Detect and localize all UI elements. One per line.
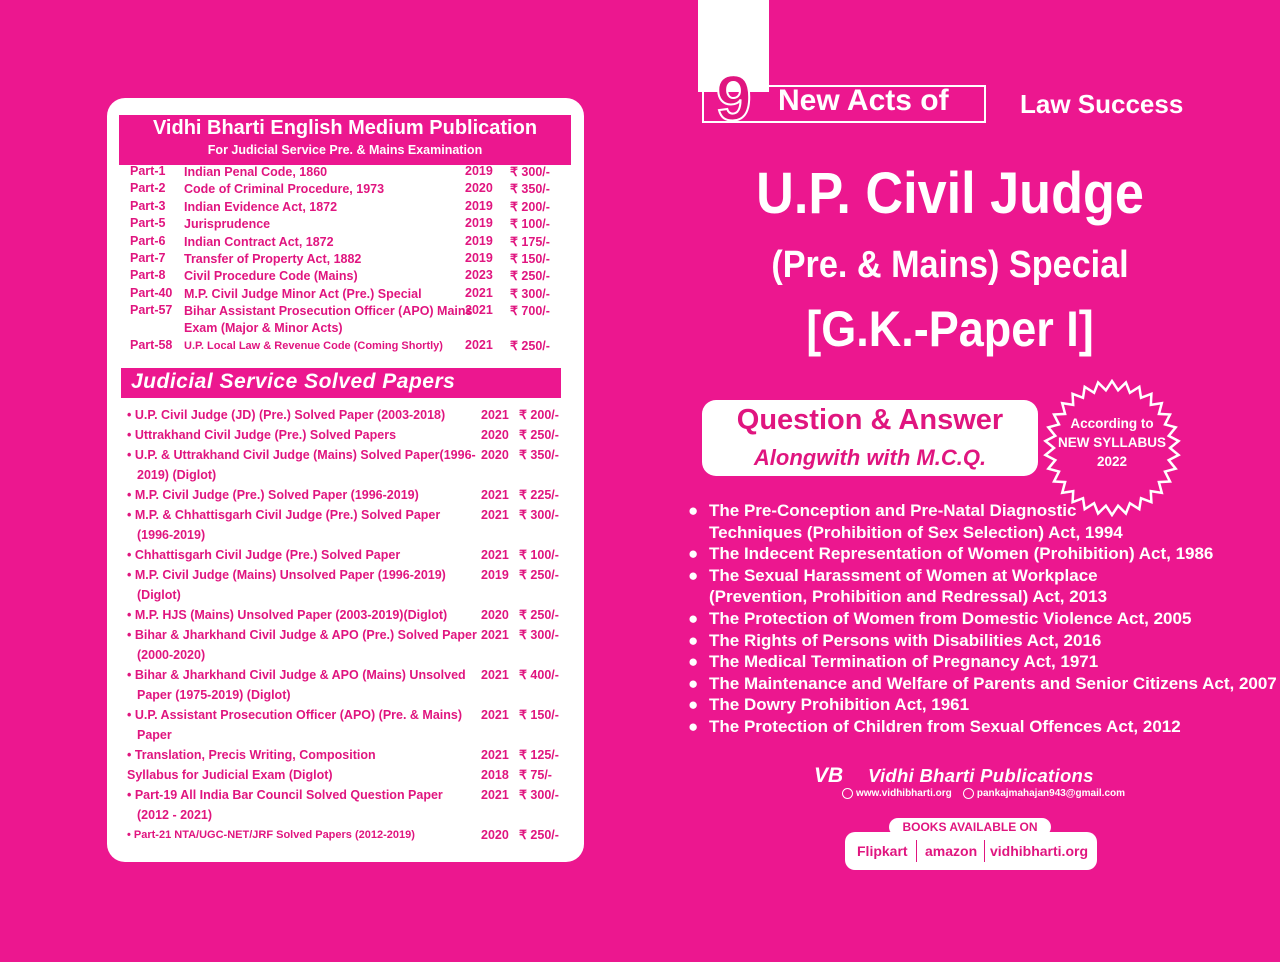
act-item (688, 716, 1277, 738)
part-code: Part-58 (130, 338, 173, 353)
part-item (130, 303, 560, 338)
paper-title-2: Syllabus for Judicial Exam (Diglot) (127, 768, 333, 782)
bullet-icon: ● (688, 652, 699, 672)
acts-count: 9 (716, 62, 752, 134)
paper-year: 2019 (481, 568, 509, 582)
part-year: 2021 (465, 285, 493, 300)
store-flipkart[interactable]: Flipkart (857, 843, 908, 859)
qa-subtitle: Alongwith with M.C.Q. (753, 445, 987, 470)
email-icon (963, 788, 974, 799)
act-text: The Protection of Children from Sexual Offences Act, 2012 (709, 716, 1181, 736)
act-text: (Prevention, Prohibition and Redressal) Act, 2013 (709, 587, 1108, 607)
part-code: Part-40 (130, 285, 173, 300)
papers-list (127, 405, 567, 845)
solved-papers-header (121, 368, 561, 398)
part-code: Part-7 (130, 250, 166, 265)
paper-title: • M.P. HJS (Mains) Unsolved Paper (2003-2019)(Diglot) (127, 608, 448, 622)
acts-label: New Acts of (778, 84, 949, 117)
part-item (130, 338, 560, 355)
bullet-icon: ● (688, 630, 699, 650)
bullet-icon: ● (688, 608, 699, 628)
part-code: Part-6 (130, 233, 166, 248)
solved-papers-title: Judicial Service Solved Papers (131, 370, 456, 393)
publication-subtitle: For Judicial Service Pre. & Mains Examination (207, 143, 483, 157)
part-year: 2019 (465, 233, 493, 248)
act-text: Techniques (Prohibition of Sex Selection) Act, 1994 (709, 522, 1123, 542)
paper-price: ₹ 250/- (519, 568, 559, 582)
act-item (688, 522, 1277, 544)
store-amazon[interactable]: amazon (925, 843, 978, 859)
part-title: Indian Penal Code, 1860 (184, 165, 328, 179)
part-title: U.P. Local Law & Revenue Code (Coming Shortly) (184, 340, 443, 353)
part-code: Part-8 (130, 268, 166, 283)
new-syllabus-badge-text (1043, 414, 1181, 471)
part-price: ₹ 175/- (510, 234, 550, 249)
paper-year: 2021 (481, 748, 509, 762)
paper-price: ₹ 250/- (519, 608, 559, 622)
paper-price: ₹ 125/- (519, 748, 559, 762)
part-year: 2019 (465, 164, 493, 178)
part-item (130, 234, 560, 251)
paper-title: • Bihar & Jharkhand Civil Judge & APO (Pre.) Solved Paper (2000-2020) (127, 628, 477, 662)
act-text: The Protection of Women from Domestic Violence Act, 2005 (709, 608, 1192, 628)
act-text: The Maintenance and Welfare of Parents and Senior Citizens Act, 2007 (709, 673, 1277, 693)
paper-year: 2020 (481, 448, 509, 462)
part-price: ₹ 300/- (510, 286, 550, 301)
bullet-icon: ● (688, 673, 699, 693)
part-item (130, 251, 560, 268)
store-divider (916, 840, 917, 862)
part-price: ₹ 150/- (510, 251, 550, 266)
part-title: Indian Evidence Act, 1872 (184, 199, 338, 214)
paper-item (127, 825, 567, 845)
paper-year: 2020 (481, 428, 509, 442)
paper-title: • M.P. Civil Judge (Mains) Unsolved Paper (1996-2019) (Diglot) (127, 568, 446, 602)
paper-title: [G.K.-Paper I] (806, 301, 1094, 357)
part-code: Part-3 (130, 198, 166, 213)
paper-title: • Chhattisgarh Civil Judge (Pre.) Solved Paper (127, 548, 401, 562)
paper-year: 2021 (481, 488, 509, 502)
paper-title: • Part-21 NTA/UGC-NET/JRF Solved Papers (2012-2019) (127, 829, 415, 841)
paper-title: • M.P. Civil Judge (Pre.) Solved Paper (1996-2019) (127, 488, 419, 502)
paper-item (127, 745, 567, 785)
paper-title: • Part-19 All India Bar Council Solved Question Paper (2012 - 2021) (127, 788, 443, 822)
paper-price: ₹ 350/- (519, 448, 559, 462)
part-price: ₹ 100/- (510, 217, 550, 232)
part-price: ₹ 300/- (510, 165, 550, 179)
email-link[interactable]: pankajmahajan943@gmail.com (976, 788, 1126, 800)
book-title: U.P. Civil Judge (756, 161, 1144, 226)
website-link[interactable]: www.vidhibharti.org (856, 788, 952, 800)
part-title: Jurisprudence (184, 217, 271, 232)
act-item (688, 630, 1277, 652)
part-title: Code of Criminal Procedure, 1973 (184, 182, 385, 197)
act-item (688, 673, 1277, 695)
act-item (688, 608, 1277, 630)
act-item (688, 694, 1277, 716)
part-title: Bihar Assistant Prosecution Officer (APO) Mains Exam (Major & Minor Acts) (184, 304, 473, 336)
paper-title: • Uttrakhand Civil Judge (Pre.) Solved Papers (127, 428, 397, 442)
back-cover-panel (107, 98, 584, 862)
store-divider (984, 840, 985, 862)
part-price: ₹ 350/- (510, 182, 550, 197)
part-item (130, 164, 560, 181)
paper-price: ₹ 250/- (519, 828, 559, 842)
contact-row (842, 788, 1125, 799)
act-item (688, 543, 1277, 565)
paper-price: ₹ 100/- (519, 548, 559, 562)
part-code: Part-2 (130, 181, 166, 196)
part-item (130, 216, 560, 233)
act-text: The Sexual Harassment of Women at Workplace (709, 565, 1098, 585)
act-item (688, 651, 1277, 673)
bullet-icon: ● (688, 565, 699, 585)
stores-box (845, 832, 1097, 870)
paper-title: • Bihar & Jharkhand Civil Judge & APO (Mains) Unsolved Paper (1975-2019) (Diglot) (127, 668, 466, 702)
publication-header (119, 115, 571, 165)
paper-item (127, 485, 567, 505)
paper-item (127, 405, 567, 425)
paper-title: • Translation, Precis Writing, Composition (127, 748, 376, 762)
part-year: 2020 (465, 181, 493, 196)
part-item (130, 268, 560, 285)
act-item (688, 500, 1277, 522)
paper-price: ₹ 300/- (519, 508, 559, 522)
paper-year: 2021 (481, 788, 509, 802)
paper-price-2: ₹ 75/- (519, 768, 552, 782)
paper-year: 2021 (481, 408, 509, 422)
part-title: Indian Contract Act, 1872 (184, 234, 334, 249)
act-text: The Rights of Persons with Disabilities Act, 2016 (709, 630, 1102, 650)
act-text: The Indecent Representation of Women (Prohibition) Act, 1986 (709, 544, 1214, 564)
paper-price: ₹ 150/- (519, 708, 559, 722)
paper-title: • M.P. & Chhattisgarh Civil Judge (Pre.) Solved Paper (1996-2019) (127, 508, 441, 542)
publisher-logo-icon: VB (814, 764, 844, 787)
paper-year: 2020 (481, 608, 509, 622)
paper-year: 2021 (481, 628, 509, 642)
part-title: Civil Procedure Code (Mains) (184, 269, 358, 284)
badge-line-2: NEW SYLLABUS (1058, 435, 1166, 450)
badge-line-3: 2022 (1096, 454, 1128, 469)
part-price: ₹ 200/- (510, 199, 550, 214)
globe-icon (842, 788, 853, 799)
act-item (688, 565, 1277, 587)
part-year: 2019 (465, 250, 493, 265)
paper-item (127, 425, 567, 445)
paper-year: 2021 (481, 708, 509, 722)
badge-line-1: According to (1070, 416, 1154, 431)
books-available-label: BOOKS AVAILABLE ON (889, 818, 1051, 836)
act-text: The Medical Termination of Pregnancy Act, 1971 (709, 652, 1099, 672)
qa-title: Question & Answer (736, 404, 1004, 436)
act-text: The Dowry Prohibition Act, 1961 (709, 695, 970, 715)
paper-item (127, 705, 567, 745)
act-item (688, 586, 1277, 608)
paper-price: ₹ 300/- (519, 628, 559, 642)
paper-price: ₹ 300/- (519, 788, 559, 802)
question-answer-box (702, 400, 1038, 476)
store-vidhibharti[interactable]: vidhibharti.org (990, 843, 1088, 859)
paper-item (127, 605, 567, 625)
paper-item (127, 625, 567, 665)
paper-item (127, 665, 567, 705)
parts-list (130, 164, 560, 356)
part-item (130, 181, 560, 198)
paper-year: 2021 (481, 668, 509, 682)
paper-year: 2020 (481, 828, 509, 842)
publisher-name: Vidhi Bharti Publications (868, 765, 1094, 786)
part-title: Transfer of Property Act, 1882 (184, 251, 362, 266)
paper-item (127, 565, 567, 605)
paper-price: ₹ 250/- (519, 428, 559, 442)
part-year: 2019 (465, 198, 493, 213)
bullet-icon: ● (688, 716, 699, 736)
bullet-icon: ● (688, 695, 699, 715)
part-year: 2023 (465, 268, 493, 283)
paper-item (127, 445, 567, 485)
paper-title: • U.P. Assistant Prosecution Officer (APO) (Pre. & Mains) Paper (127, 708, 463, 742)
part-price: ₹ 250/- (510, 339, 550, 354)
paper-title: • U.P. & Uttrakhand Civil Judge (Mains) Solved Paper(1996-2019) (Diglot) (127, 448, 476, 482)
series-name: Law Success (1020, 89, 1184, 119)
bullet-icon: ● (688, 501, 699, 520)
part-code: Part-1 (130, 164, 166, 178)
paper-price: ₹ 225/- (519, 488, 559, 502)
part-year: 2021 (465, 303, 493, 318)
act-text: The Pre-Conception and Pre-Natal Diagnostic (709, 501, 1077, 520)
publication-title: Vidhi Bharti English Medium Publication (152, 117, 538, 139)
book-subtitle: (Pre. & Mains) Special (771, 244, 1129, 286)
part-price: ₹ 250/- (510, 269, 550, 284)
paper-title: • U.P. Civil Judge (JD) (Pre.) Solved Paper (2003-2018) (127, 408, 446, 422)
paper-year: 2021 (481, 548, 509, 562)
part-year: 2021 (465, 338, 493, 353)
part-year: 2019 (465, 216, 493, 231)
acts-list (688, 500, 1277, 738)
paper-price: ₹ 400/- (519, 668, 559, 682)
paper-year: 2021 (481, 508, 509, 522)
part-item (130, 199, 560, 216)
paper-price: ₹ 200/- (519, 408, 559, 422)
part-code: Part-5 (130, 216, 166, 231)
part-code: Part-57 (130, 303, 173, 318)
paper-item (127, 785, 567, 825)
paper-year-2: 2018 (481, 768, 509, 782)
paper-item (127, 505, 567, 545)
paper-item (127, 545, 567, 565)
bullet-icon: ● (688, 544, 699, 564)
part-item (130, 286, 560, 303)
part-price: ₹ 700/- (510, 304, 550, 319)
part-title: M.P. Civil Judge Minor Act (Pre.) Special (184, 286, 422, 301)
